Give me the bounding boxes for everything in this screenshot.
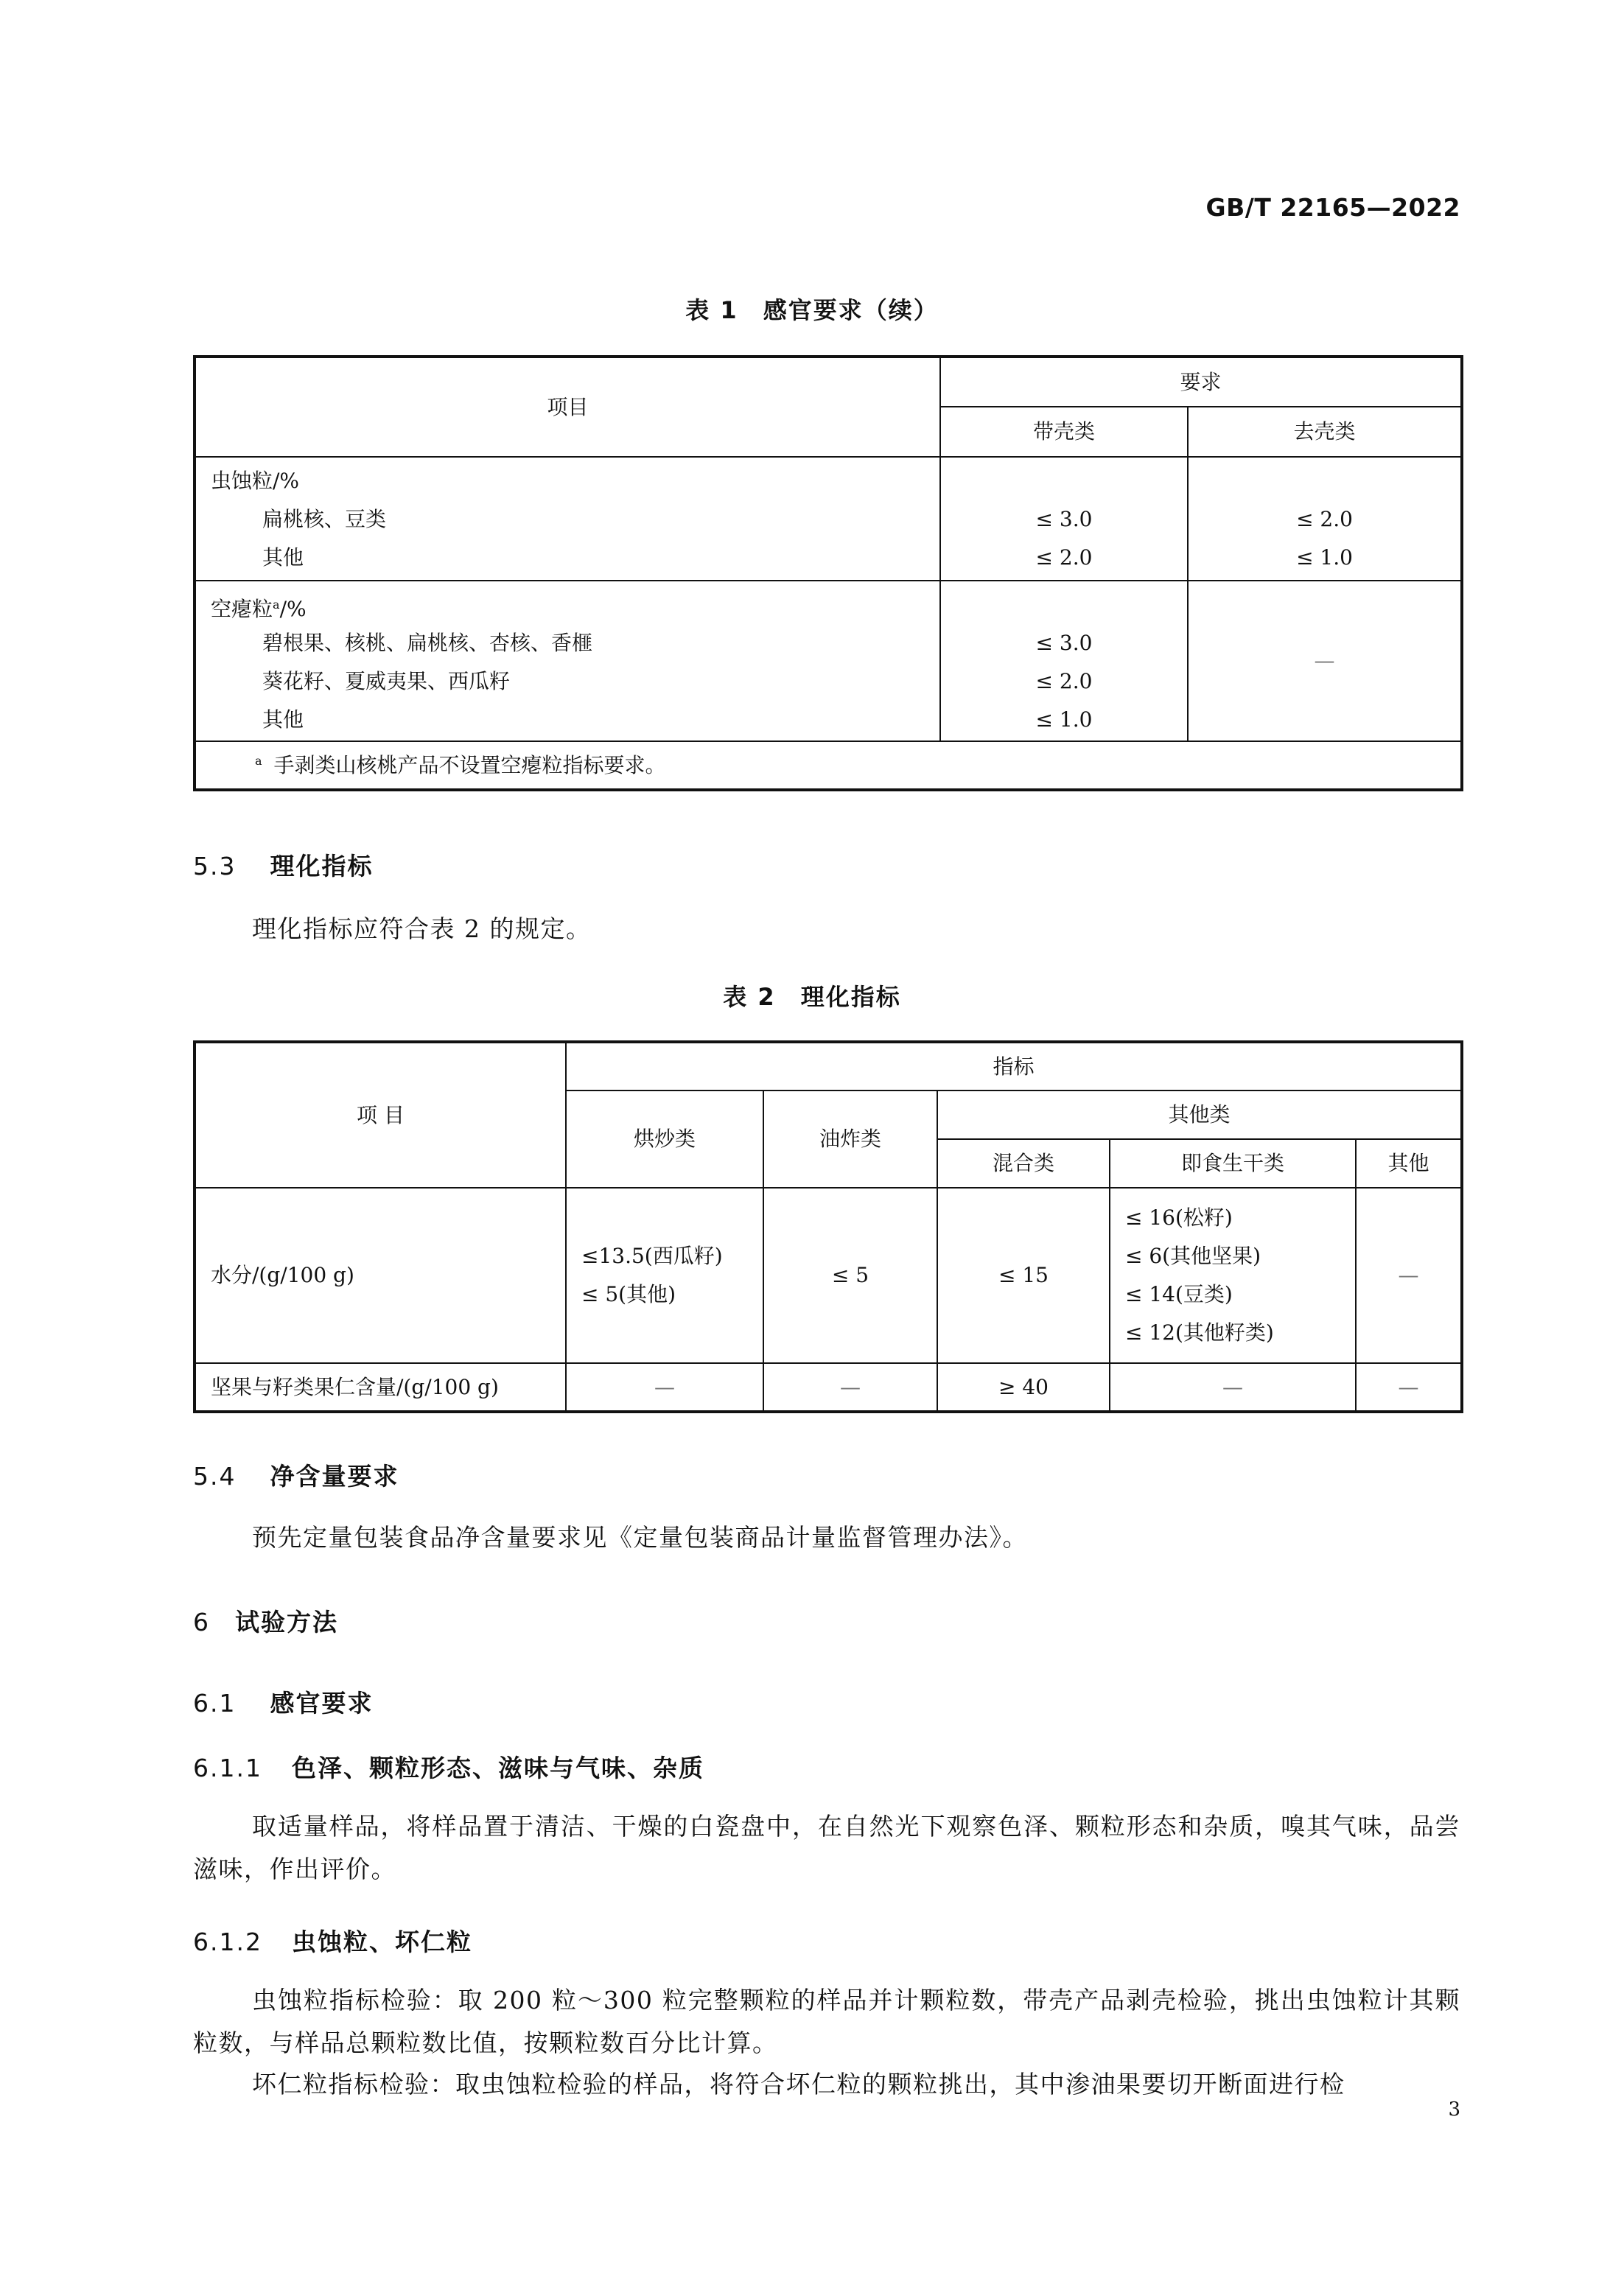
section-5-4-title: 净含量要求: [270, 1462, 399, 1491]
table1-empty-row-3: 其他: [262, 707, 304, 732]
table2-head-mixed: 混合类: [937, 1139, 1110, 1188]
standard-code: GB/T 22165—2022: [1205, 193, 1460, 222]
section-6-1-1-title: 色泽、颗粒形态、滋味与气味、杂质: [291, 1754, 704, 1782]
table2-moisture-mixed: ≤ 15: [937, 1188, 1110, 1363]
table2-moisture-ready: [1110, 1188, 1356, 1363]
section-6-1-title: 感官要求: [270, 1689, 374, 1718]
section-6-1-1-text: 取适量样品，将样品置于清洁、干燥的白瓷盘中，在自然光下观察色泽、颗粒形态和杂质，嗅其气味，品尝滋味，作出评价。: [193, 1812, 1460, 1883]
section-6-1-2-number: 6.1.2: [193, 1928, 262, 1956]
table1-insect-unshelled-1: ≤ 2.0: [1296, 507, 1353, 531]
table2-head-other: 其他: [1356, 1139, 1462, 1188]
table2-moisture-other: —: [1356, 1188, 1462, 1363]
table1-empty-row-2: 葵花籽、夏威夷果、西瓜籽: [262, 669, 511, 693]
table2-kernel-fried: —: [763, 1363, 937, 1412]
table1-head-requirement: 要求: [940, 357, 1462, 407]
section-5-4-heading: [193, 1457, 399, 1492]
table1-empty-shelled-3: ≤ 1.0: [1035, 707, 1093, 732]
table2-kernel-ready: —: [1110, 1363, 1356, 1412]
table2: [193, 1040, 1463, 1413]
table2-moisture-fried: ≤ 5: [763, 1188, 937, 1363]
table1-head-unshelled: 去壳类: [1188, 407, 1462, 457]
table2-caption: 表 2 理化指标: [723, 983, 901, 1011]
table1-insect-unshelled-2: ≤ 1.0: [1296, 545, 1353, 570]
section-6-1-2-text-2: 坏仁粒指标检验：取虫蚀粒检验的样品，将符合坏仁粒的颗粒挑出，其中渗油果要切开断面进行检: [252, 2070, 1345, 2098]
table1-insect-unshelled: [1188, 457, 1462, 581]
table2-moisture-ready-3: ≤ 14(豆类): [1125, 1282, 1233, 1306]
table2-moisture-ready-2: ≤ 6(其他坚果): [1125, 1244, 1261, 1268]
table2-moisture-name: 水分/(g/100 g): [195, 1188, 566, 1363]
section-6-1-2-title: 虫蚀粒、坏仁粒: [291, 1928, 472, 1956]
table1-head-shelled: 带壳类: [940, 407, 1188, 457]
section-6-1-2-heading: [193, 1923, 472, 1958]
table2-moisture-roast-2: ≤ 5(其他): [581, 1282, 676, 1306]
table1-insect-shelled-1: ≤ 3.0: [1035, 507, 1093, 531]
table1-footnote: 手剥类山核桃产品不设置空瘪粒指标要求。: [273, 752, 666, 777]
table1-footnote-mark: a: [255, 753, 262, 768]
table2-head-others: 其他类: [937, 1091, 1462, 1139]
section-5-4-text: 预先定量包装食品净含量要求见《定量包装商品计量监督管理办法》。: [252, 1523, 1028, 1552]
table1-insect-title: 虫蚀粒/%: [211, 469, 300, 493]
section-6-1-heading: [193, 1684, 373, 1719]
table1-empty-title-line: [211, 586, 939, 624]
table2-kernel-other: —: [1356, 1363, 1462, 1412]
table1-empty-title-unit: /%: [279, 597, 307, 621]
table1-insect-cell: [195, 457, 940, 581]
table1-empty-row-1: 碧根果、核桃、扁桃核、杏核、香榧: [262, 631, 593, 655]
section-6-1-number: 6.1: [193, 1689, 237, 1718]
table1-empty-shelled-2: ≤ 2.0: [1035, 669, 1093, 693]
table1-empty-cell: [195, 581, 940, 741]
section-6-1-1-number: 6.1.1: [193, 1754, 262, 1782]
table2-head-index: 指标: [566, 1042, 1462, 1091]
section-6-1-2-text-1: 虫蚀粒指标检验：取 200 粒～300 粒完整颗粒的样品并计颗粒数，带壳产品剥壳检验，挑出虫蚀粒计其颗粒数，与样品总颗粒数比值，按颗粒数百分比计算。: [193, 1986, 1460, 2057]
table1-insect-shelled: [940, 457, 1188, 581]
table2-head-ready: 即食生干类: [1110, 1139, 1356, 1188]
section-5-3-heading: [193, 847, 373, 882]
table1-empty-shelled: [940, 581, 1188, 741]
table1-footnote-cell: [195, 741, 1462, 790]
section-6-number: 6: [193, 1608, 210, 1636]
table2-head-roast: 烘炒类: [566, 1091, 763, 1188]
section-5-3-text: 理化指标应符合表 2 的规定。: [252, 914, 592, 943]
table2-moisture-roast-1: ≤13.5(西瓜籽): [581, 1244, 723, 1268]
table2-moisture-roast: [566, 1188, 763, 1363]
table1-insect-row-2: 其他: [262, 545, 304, 570]
section-6-1-1-heading: [193, 1749, 704, 1784]
table1-empty-title-mark: a: [273, 598, 280, 612]
table2-moisture-ready-4: ≤ 12(其他籽类): [1125, 1320, 1274, 1345]
table2-kernel-roast: —: [566, 1363, 763, 1412]
section-6-heading: [193, 1603, 338, 1638]
table1-insect-shelled-2: ≤ 2.0: [1035, 545, 1093, 570]
section-6-title: 试验方法: [235, 1608, 338, 1636]
page-number: 3: [1448, 2098, 1460, 2121]
table1-caption: 表 1 感官要求（续）: [685, 296, 939, 324]
table1: [193, 355, 1463, 791]
table1-empty-unshelled: —: [1188, 581, 1462, 741]
table2-head-item: 项 目: [195, 1042, 566, 1188]
section-5-3-title: 理化指标: [270, 852, 374, 881]
section-5-4-number: 5.4: [193, 1462, 237, 1491]
section-5-3-number: 5.3: [193, 852, 237, 881]
table1-empty-shelled-1: ≤ 3.0: [1035, 631, 1093, 655]
table2-kernel-name: 坚果与籽类果仁含量/(g/100 g): [195, 1363, 566, 1412]
table1-head-item: 项目: [195, 357, 940, 457]
table2-moisture-ready-1: ≤ 16(松籽): [1125, 1205, 1233, 1230]
table1-empty-title: 空瘪粒: [211, 597, 273, 621]
table2-head-fried: 油炸类: [763, 1091, 937, 1188]
table1-insect-row-1: 扁桃核、豆类: [262, 507, 387, 531]
table2-kernel-mixed: ≥ 40: [937, 1363, 1110, 1412]
